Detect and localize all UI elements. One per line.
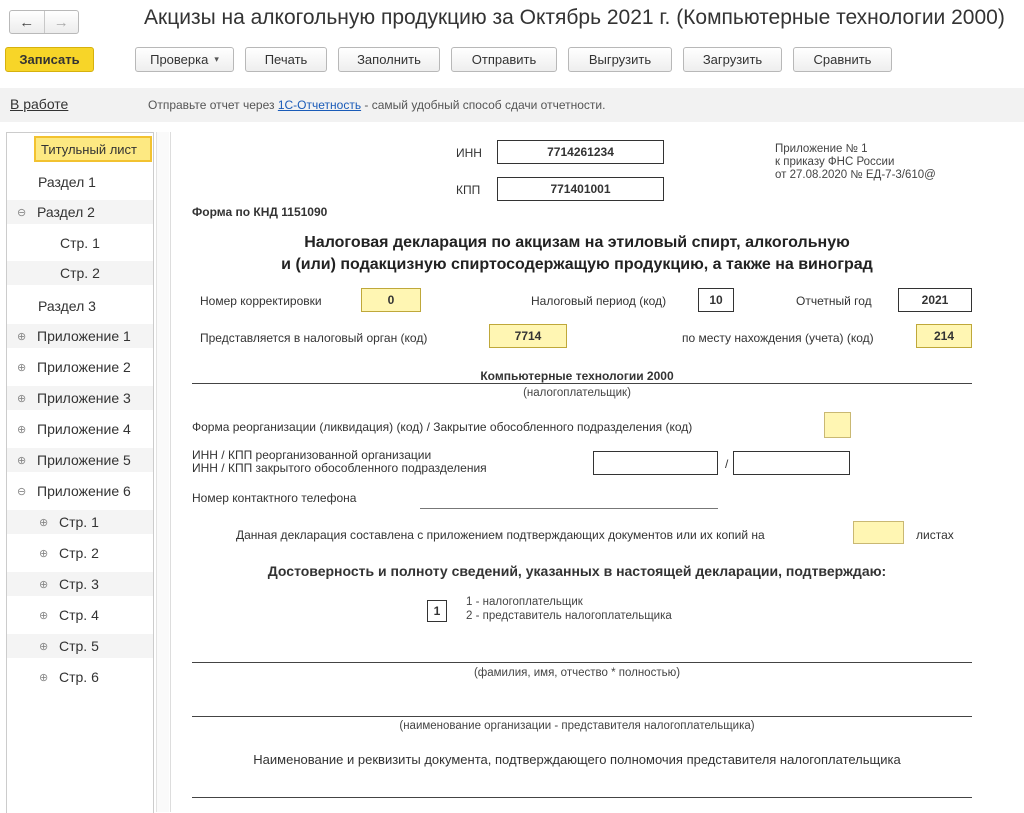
sidebar-item-label: Приложение 3 [37,390,131,406]
expand-icon[interactable]: ⊕ [39,578,49,591]
location-code-field[interactable]: 214 [916,324,972,348]
divider [170,132,171,812]
reorg-code-field[interactable] [824,412,851,438]
reporting-link[interactable]: 1С-Отчетность [277,98,362,112]
chevron-down-icon: ▾ [214,54,219,64]
taxpayer-caption: (налогоплательщик) [523,387,631,399]
expand-icon[interactable]: ⊕ [39,640,49,653]
signer-type-field[interactable]: 1 [427,600,447,622]
sidebar-item-label: Раздел 2 [37,204,95,220]
reorg-label: Форма реорганизации (ликвидация) (код) / Закрытие обособленного подразделения (код) [192,420,693,434]
location-label: по месту нахождения (учета) (код) [682,331,874,345]
expand-icon[interactable]: ⊕ [17,454,27,467]
fill-button[interactable]: Заполнить [338,47,440,72]
sidebar-item-appendix-6-page-2[interactable] [39,541,99,565]
period-field[interactable]: 10 [698,288,734,312]
expand-icon[interactable]: ⊕ [17,423,27,436]
sidebar-item-label: Приложение 5 [37,452,131,468]
sidebar-item-appendix-4[interactable] [17,417,131,441]
year-label: Отчетный год [796,294,872,308]
kpp-label: КПП [456,183,481,197]
hint-before: Отправьте отчет через [148,98,278,112]
sidebar-item-label: Стр. 3 [59,576,99,592]
expand-icon[interactable]: ⊕ [17,330,27,343]
sidebar-item-appendix-6[interactable] [17,479,131,503]
sidebar-item-appendix-3[interactable] [7,386,153,410]
fio-field[interactable] [192,662,972,663]
appendix-note-1: Приложение № 1 [775,143,868,155]
signer-option-2: 2 - представитель налогоплательщика [466,610,672,622]
sidebar-item-label: Приложение 6 [37,483,131,499]
phone-label: Номер контактного телефона [192,491,357,505]
appendix-note-3: от 27.08.2020 № ЕД-7-3/610@ [775,169,936,181]
sections-sidebar [6,132,154,813]
load-button[interactable]: Загрузить [683,47,782,72]
collapse-icon[interactable]: ⊖ [17,485,27,498]
representative-org-field[interactable] [192,716,972,717]
docs-sheets-field[interactable] [853,521,904,544]
check-dropdown-button[interactable] [135,47,234,72]
correction-label: Номер корректировки [200,294,322,308]
sidebar-item-appendix-6-page-4[interactable] [39,603,99,627]
sidebar-item-label: Приложение 4 [37,421,131,437]
sidebar-item-section-2-page-1[interactable] [60,231,100,255]
declaration-title-line2: и (или) подакцизную спиртосодержащую продукцию, а также на виноград [281,256,873,273]
inn-label: ИНН [456,146,482,160]
send-button[interactable]: Отправить [451,47,557,72]
sidebar-item-title-page[interactable] [34,136,152,162]
sidebar-item-section-2[interactable] [7,200,153,224]
docs-suffix: листах [916,528,954,542]
confirm-heading: Достоверность и полноту сведений, указанных в настоящей декларации, подтверждаю: [267,563,887,579]
sidebar-item-appendix-6-page-1[interactable] [7,510,153,534]
compare-button[interactable]: Сравнить [793,47,892,72]
splitter-handle[interactable] [156,132,169,812]
year-field[interactable]: 2021 [898,288,972,312]
expand-icon[interactable]: ⊕ [39,671,49,684]
inn-field[interactable]: 7714261234 [497,140,664,164]
appendix-note-2: к приказу ФНС России [775,156,895,168]
collapse-icon[interactable]: ⊖ [17,206,27,219]
sidebar-item-appendix-6-page-6[interactable] [39,665,99,689]
authority-doc-field[interactable] [192,797,972,798]
upload-button[interactable]: Выгрузить [568,47,672,72]
sidebar-item-label: Стр. 4 [59,607,99,623]
authority-code-field[interactable]: 7714 [489,324,567,348]
window-title: Акцизы на алкогольную продукцию за Октябрь 2021 г. (Компьютерные технологии 2000) [144,6,1005,29]
sidebar-item-label: Стр. 2 [59,545,99,561]
expand-icon[interactable]: ⊕ [39,547,49,560]
reorg-kpp-field[interactable] [733,451,850,475]
declaration-title-line1: Налоговая декларация по акцизам на этиловый спирт, алкогольную [304,234,850,251]
sidebar-item-label: Стр. 2 [60,265,100,281]
kpp-field[interactable]: 771401001 [497,177,664,201]
sidebar-item-label: Приложение 2 [37,359,131,375]
period-label: Налоговый период (код) [531,294,667,308]
docs-label: Данная декларация составлена с приложением подтверждающих документов или их копий на [236,528,765,542]
expand-icon[interactable]: ⊕ [17,361,27,374]
back-arrow-icon[interactable]: ← [19,13,35,31]
sidebar-item-label: Стр. 1 [60,235,100,251]
sidebar-item-label: Стр. 6 [59,669,99,685]
save-button[interactable]: Записать [5,47,94,72]
sidebar-item-label: Стр. 5 [59,638,99,654]
taxpayer-underline [192,383,972,384]
sidebar-item-appendix-5[interactable] [7,448,153,472]
reorg-inn-label-1: ИНН / КПП реорганизованной организации [192,448,432,462]
sidebar-item-appendix-6-page-5[interactable] [7,634,153,658]
expand-icon[interactable]: ⊕ [17,392,27,405]
org-caption: (наименование организации - представителя налогоплательщика) [399,720,755,732]
expand-icon[interactable]: ⊕ [39,516,49,529]
fio-caption: (фамилия, имя, отчество * полностью) [473,667,681,679]
sidebar-item-label: Раздел 3 [38,298,96,314]
signer-option-1: 1 - налогоплательщик [466,596,583,608]
sidebar-item-label: Стр. 1 [59,514,99,530]
forward-arrow-icon[interactable]: → [44,11,79,33]
state-link[interactable]: В работе [10,96,69,112]
sidebar-item-section-3[interactable] [38,294,96,318]
correction-number-field[interactable]: 0 [361,288,421,312]
check-label: Проверка [150,52,209,67]
expand-icon[interactable]: ⊕ [39,609,49,622]
sidebar-item-appendix-1[interactable] [7,324,153,348]
sidebar-item-label: Раздел 1 [38,174,96,190]
print-button[interactable]: Печать [245,47,327,72]
sidebar-item-appendix-2[interactable] [17,355,131,379]
form-code: Форма по КНД 1151090 [192,205,328,219]
slash-separator: / [725,457,729,471]
authority-label: Представляется в налоговый орган (код) [200,331,428,345]
reorg-inn-label-2: ИНН / КПП закрытого обособленного подразделения [192,461,487,475]
hint-text [148,98,605,112]
sidebar-item-label: Приложение 1 [37,328,131,344]
taxpayer-name[interactable]: Компьютерные технологии 2000 [480,369,674,383]
sidebar-item-section-2-page-2[interactable] [7,261,153,285]
sidebar-item-appendix-6-page-3[interactable] [7,572,153,596]
sidebar-item-label: Титульный лист [41,141,138,157]
sidebar-item-section-1[interactable] [38,170,96,194]
navigation-buttons [9,10,79,34]
reorg-inn-field[interactable] [593,451,718,475]
authority-doc-heading: Наименование и реквизиты документа, подтверждающего полномочия представителя налогоплательщика [253,752,901,767]
hint-after: - самый удобный способ сдачи отчетности. [361,98,606,112]
phone-field[interactable] [420,508,718,509]
